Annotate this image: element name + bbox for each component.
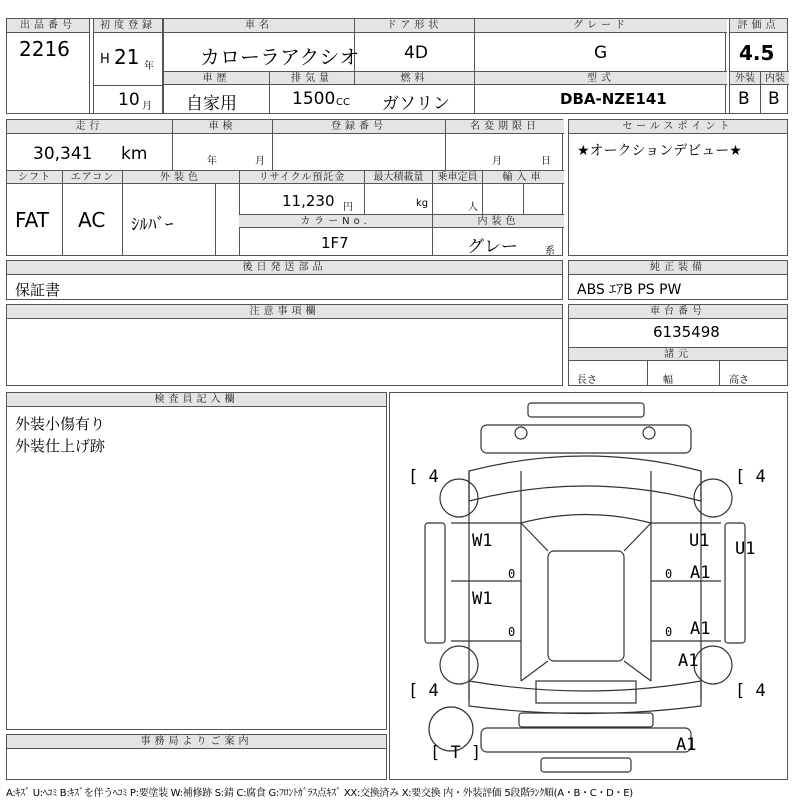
inspection-month-unit: 月 [255, 156, 265, 167]
zero-mark: 0 [665, 625, 673, 639]
car-diagram [390, 393, 789, 781]
damage-mark: W1 [472, 589, 493, 609]
exterior-label: 外装 [730, 71, 760, 85]
color-label: 外装色 [122, 170, 239, 184]
interior-color-label: 内装色 [432, 214, 564, 228]
later-parts-label: 後日発送部品 [7, 261, 562, 275]
inspector-cell [6, 392, 387, 730]
fuel-label: 燃料 [354, 71, 474, 85]
score: 4.5 [739, 41, 775, 65]
car-name: カローラアクシオ [200, 45, 360, 69]
name-change-label: 名変期限日 [445, 120, 564, 134]
km-unit: km [121, 144, 148, 164]
mileage: 30,341 [33, 144, 93, 164]
inspector-label: 検査員記入欄 [7, 393, 386, 407]
equipment-text: ABS ｴｱB PS PW [577, 282, 682, 298]
score-label: 評価点 [730, 19, 787, 33]
exterior-color: ｼﾙﾊﾞｰ [131, 215, 174, 235]
length-label: 長さ [577, 375, 597, 386]
month-unit: 月 [142, 101, 152, 112]
sales-point-cell [568, 119, 788, 256]
chassis-number: 6135498 [653, 323, 720, 341]
max-load-label: 最大積載量 [364, 170, 432, 184]
tire-rear-left: [ 4 [408, 681, 439, 701]
damage-mark: A1 [678, 651, 699, 671]
model-code: DBA-NZE141 [560, 90, 667, 108]
ac-label: エアコン [62, 170, 122, 184]
inspection-year-unit: 年 [207, 156, 217, 167]
air-conditioner: AC [78, 208, 106, 232]
damage-mark: U1 [689, 531, 710, 551]
capacity-label: 乗車定員 [432, 170, 482, 184]
later-parts-cell [6, 260, 563, 300]
kei-suffix: 系 [545, 246, 555, 257]
import-label: 輸入車 [482, 170, 564, 184]
legend: A:ｷｽﾞ U:ﾍｺﾐ B:ｷｽﾞを伴うﾍｺﾐ P:要塗装 W:補修跡 S:錆 C:腐食 G:ﾌﾛﾝﾄｶﾞﾗｽ点ｷｽﾞ XX:交換済み X:要交換 内・外装評価 5段階ﾗﾝｸ順(A・B・C・D・E) [6, 788, 633, 799]
later-parts-text: 保証書 [15, 281, 61, 299]
chassis-label: 車台番号 [569, 305, 787, 319]
shift: FAT [15, 208, 50, 232]
model-label: 型式 [474, 71, 727, 85]
zero-mark: 0 [665, 567, 673, 581]
chassis-cell [568, 304, 788, 386]
displacement-label: 排気量 [269, 71, 354, 85]
persons-unit: 人 [468, 202, 478, 213]
lot-number-cell [6, 18, 90, 114]
color-number: 1F7 [321, 234, 349, 252]
inspection-label: 車検 [172, 120, 272, 134]
name-change-day-unit: 日 [541, 156, 551, 167]
damage-mark: W1 [472, 531, 493, 551]
kg-unit: kg [416, 198, 429, 209]
fuel: ガソリン [382, 94, 450, 114]
registration-number-label: 登録番号 [272, 120, 445, 134]
grade-label: グレード [474, 19, 727, 33]
registration-year: 21 [114, 45, 140, 69]
inspector-line-2: 外装仕上げ跡 [15, 437, 106, 455]
vehicle-cell [163, 18, 726, 114]
inspector-line-1: 外装小傷有り [15, 415, 106, 433]
equipment-cell [568, 260, 788, 300]
grade: G [594, 43, 608, 63]
notes-label: 注意事項欄 [7, 305, 562, 319]
equipment-label: 純正装備 [569, 261, 787, 275]
lot-number: 2216 [19, 37, 70, 61]
tire-front-left: [ 4 [408, 467, 439, 487]
tire-rear-right: [ 4 [735, 681, 766, 701]
registration-month: 10 [118, 90, 140, 110]
damage-mark: A1 [690, 619, 711, 639]
zero-mark: 0 [508, 625, 516, 639]
displacement: 1500 [292, 89, 336, 109]
sales-point-text: ★オークションデビュー★ [577, 143, 742, 159]
history: 自家用 [186, 94, 237, 114]
damage-mark: U1 [735, 539, 756, 559]
yen-unit: 円 [343, 202, 353, 213]
shift-label: シフト [7, 170, 62, 184]
notes-cell [6, 304, 563, 386]
era: H [100, 52, 110, 67]
mileage-label: 走行 [7, 120, 172, 134]
first-registration-label: 初度登録 [94, 19, 162, 33]
interior-color: グレー [467, 237, 518, 257]
damage-mark: A1 [690, 563, 711, 583]
office-notice-label: 事務局よりご案内 [7, 735, 386, 749]
spare-tire: [ T ] [430, 743, 482, 763]
door-type: 4D [404, 43, 428, 63]
lot-number-label: 出品番号 [7, 19, 89, 33]
damage-map-cell [389, 392, 788, 780]
interior-label: 内装 [760, 71, 789, 85]
color-number-label: カラーNo. [239, 214, 432, 228]
exterior-grade: B [738, 89, 750, 109]
height-label: 高さ [729, 375, 749, 386]
recycle-label: リサイクル預託金 [239, 170, 364, 184]
specs-label: 諸元 [569, 347, 787, 361]
first-registration-cell [93, 18, 163, 114]
cc-unit: CC [336, 97, 350, 108]
tire-front-right: [ 4 [735, 467, 766, 487]
score-cell [729, 18, 788, 114]
damage-mark: A1 [676, 735, 697, 755]
width-label: 幅 [663, 375, 673, 386]
sales-point-label: セールスポイント [569, 120, 787, 134]
zero-mark: 0 [508, 567, 516, 581]
office-notice-cell [6, 734, 387, 780]
name-change-month-unit: 月 [492, 156, 502, 167]
car-name-label: 車名 [164, 19, 354, 33]
mileage-block [6, 119, 563, 256]
history-label: 車歴 [164, 71, 269, 85]
recycle-fee: 11,230 [282, 192, 335, 210]
interior-grade: B [768, 89, 780, 109]
door-label: ドア形状 [354, 19, 474, 33]
year-unit: 年 [144, 61, 154, 72]
